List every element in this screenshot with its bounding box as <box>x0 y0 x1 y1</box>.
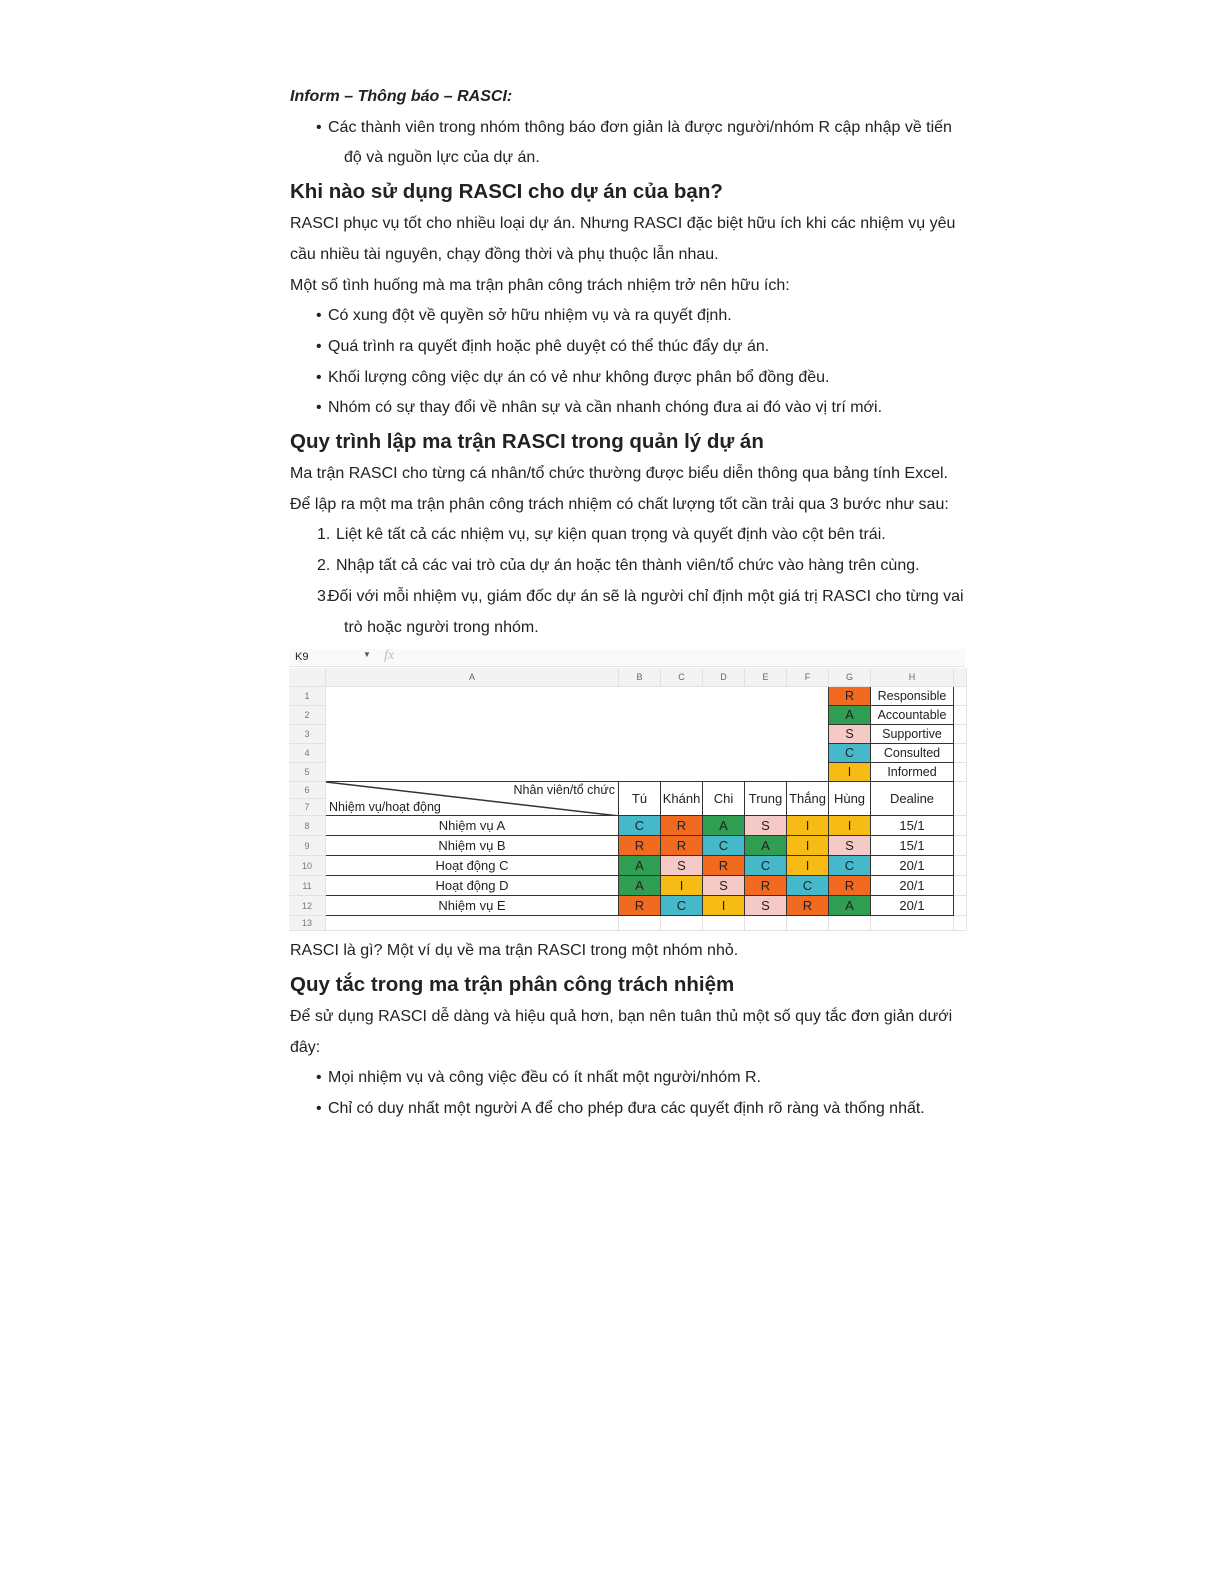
role-cell: S <box>745 816 787 836</box>
column-header: A <box>326 668 619 687</box>
list-item: • Mọi nhiệm vụ và công việc đều có ít nhất một người/nhóm R. <box>290 1063 970 1094</box>
role-cell: C <box>703 836 745 856</box>
image-caption: RASCI là gì? Một ví dụ về ma trận RASCI trong một nhóm nhỏ. <box>290 942 739 960</box>
column-header: D <box>703 668 745 687</box>
role-cell: I <box>703 896 745 916</box>
list-item: • Quá trình ra quyết định hoặc phê duyệt có thể thúc đẩy dự án. <box>290 332 970 363</box>
role-cell: A <box>619 876 661 896</box>
role-cell: R <box>619 836 661 856</box>
person-header: Chi <box>703 782 745 816</box>
bullet-icon: • <box>316 368 322 386</box>
column-header <box>954 668 967 687</box>
section-heading: Quy trình lập ma trận RASCI trong quản lý dự án <box>290 430 764 454</box>
row-number: 12 <box>289 896 326 916</box>
row-number: 9 <box>289 836 326 856</box>
role-cell: R <box>703 856 745 876</box>
sheet-cell <box>954 744 967 763</box>
deadline-cell: 15/1 <box>871 816 954 836</box>
sheet-cell <box>745 916 787 931</box>
role-cell: R <box>661 836 703 856</box>
sheet-grid <box>289 668 967 931</box>
task-name: Nhiệm vụ B <box>326 836 619 856</box>
column-header: F <box>787 668 829 687</box>
role-cell: R <box>619 896 661 916</box>
role-cell: C <box>829 856 871 876</box>
role-cell: S <box>703 876 745 896</box>
sheet-cell <box>619 916 661 931</box>
person-header: Thắng <box>787 782 829 816</box>
list-item: 3. Đối với mỗi nhiệm vụ, giám đốc dự án sẽ là người chỉ định một giá trị RASCI cho từng vai trò hoặc người trong nhóm. <box>317 587 964 636</box>
sheet-cell <box>954 876 967 896</box>
legend-code: C <box>829 744 871 763</box>
task-name: Hoạt động D <box>326 876 619 896</box>
sheet-cell <box>703 916 745 931</box>
legend-code: A <box>829 706 871 725</box>
list-item: • Chỉ có duy nhất một người A để cho phép đưa các quyết định rõ ràng và thống nhất. <box>290 1094 970 1125</box>
row-number: 6 <box>289 782 326 799</box>
header-top-label: Nhân viên/tổ chức <box>513 783 615 798</box>
role-cell: S <box>661 856 703 876</box>
rasci-spreadsheet-image <box>289 649 965 932</box>
deadline-cell: 15/1 <box>871 836 954 856</box>
select-all-corner <box>289 668 326 687</box>
column-header: E <box>745 668 787 687</box>
sheet-cell <box>954 916 967 931</box>
deadline-cell: 20/1 <box>871 856 954 876</box>
list-item: • Các thành viên trong nhóm thông báo đơn giản là được người/nhóm R cập nhập về tiến độ và nguồn lực của dự án. <box>290 113 970 174</box>
legend-label: Accountable <box>871 706 954 725</box>
task-name: Nhiệm vụ E <box>326 896 619 916</box>
row-number: 7 <box>289 799 326 816</box>
cell-reference: K9 <box>295 651 309 664</box>
sheet-cell <box>871 916 954 931</box>
deadline-cell: 20/1 <box>871 896 954 916</box>
role-cell: S <box>829 836 871 856</box>
legend-code: R <box>829 687 871 706</box>
role-cell: S <box>745 896 787 916</box>
sheet-cell <box>954 687 967 706</box>
paragraph: Để sử dụng RASCI dễ dàng và hiệu quả hơn, bạn nên tuân thủ một số quy tắc đơn giản dưới đây: <box>290 1007 953 1056</box>
sheet-cell <box>954 836 967 856</box>
situations-list <box>290 301 970 424</box>
sheet-cell <box>954 856 967 876</box>
rules-list <box>290 1063 970 1124</box>
legend-label: Consulted <box>871 744 954 763</box>
blank-area <box>326 687 829 782</box>
role-cell: C <box>619 816 661 836</box>
dropdown-icon: ▼ <box>363 650 371 660</box>
role-cell: I <box>661 876 703 896</box>
task-name: Hoạt động C <box>326 856 619 876</box>
bullet-icon: • <box>316 307 322 325</box>
sheet-cell <box>954 763 967 782</box>
row-number: 4 <box>289 744 326 763</box>
sheet-cell <box>661 916 703 931</box>
task-name: Nhiệm vụ A <box>326 816 619 836</box>
role-cell: R <box>829 876 871 896</box>
role-cell: I <box>829 816 871 836</box>
sheet-cell <box>954 896 967 916</box>
sheet-cell <box>954 816 967 836</box>
bullet-icon: • <box>316 118 322 136</box>
legend-code: S <box>829 725 871 744</box>
sheet-cell <box>829 916 871 931</box>
paragraph: RASCI phục vụ tốt cho nhiều loại dự án. Nhưng RASCI đặc biệt hữu ích khi các nhiệm vụ yêu cầu nhiều tài nguyên, chạy đồng thời và phụ thuộc lẫn nhau. <box>290 215 956 263</box>
bullet-icon: • <box>316 1100 322 1118</box>
formula-bar <box>289 649 965 667</box>
person-header: Trung <box>745 782 787 816</box>
person-header: Tú <box>619 782 661 816</box>
sheet-cell <box>787 916 829 931</box>
fx-icon: fx <box>384 648 395 664</box>
row-number: 5 <box>289 763 326 782</box>
diagonal-header-cell <box>326 782 619 816</box>
person-header: Hùng <box>829 782 871 816</box>
list-item: 1. Liệt kê tất cả các nhiệm vụ, sự kiện quan trọng và quyết định vào cột bên trái. <box>317 526 886 544</box>
row-number: 2 <box>289 706 326 725</box>
list-item: 2. Nhập tất cả các vai trò của dự án hoặc tên thành viên/tổ chức vào hàng trên cùng. <box>317 557 920 575</box>
role-cell: R <box>661 816 703 836</box>
role-cell: A <box>745 836 787 856</box>
bullet-icon: • <box>316 399 322 417</box>
role-cell: I <box>787 856 829 876</box>
paragraph: Một số tình huống mà ma trận phân công trách nhiệm trở nên hữu ích: <box>290 276 790 294</box>
sheet-cell <box>954 706 967 725</box>
row-number: 3 <box>289 725 326 744</box>
column-header: C <box>661 668 703 687</box>
role-cell: I <box>787 836 829 856</box>
header-bottom-label: Nhiệm vụ/hoạt động <box>329 800 441 815</box>
role-cell: A <box>619 856 661 876</box>
sheet-cell <box>954 782 967 816</box>
role-cell: R <box>745 876 787 896</box>
list-item: • Nhóm có sự thay đổi về nhân sự và cần nhanh chóng đưa ai đó vào vị trí mới. <box>290 393 970 424</box>
section-heading: Quy tắc trong ma trận phân công trách nhiệm <box>290 972 735 996</box>
role-cell: C <box>745 856 787 876</box>
column-header: G <box>829 668 871 687</box>
deadline-cell: 20/1 <box>871 876 954 896</box>
steps-list <box>290 520 970 643</box>
column-header: H <box>871 668 954 687</box>
row-number: 8 <box>289 816 326 836</box>
row-number: 10 <box>289 856 326 876</box>
paragraph: Ma trận RASCI cho từng cá nhân/tổ chức thường được biểu diễn thông qua bảng tính Excel. Để lập ra một ma trận phân công trách nhiệm có chất lượng tốt cần trải qua 3 bước như sau: <box>290 465 949 513</box>
inform-bullets <box>290 113 970 174</box>
sheet-cell <box>326 916 619 931</box>
role-cell: I <box>787 816 829 836</box>
role-cell: C <box>661 896 703 916</box>
person-header: Khánh <box>661 782 703 816</box>
inform-heading: Inform – Thông báo – RASCI: <box>290 88 513 105</box>
row-number: 13 <box>289 916 326 931</box>
document-page <box>290 82 970 1125</box>
list-item: • Khối lượng công việc dự án có vẻ như không được phân bổ đồng đều. <box>290 363 970 394</box>
role-cell: A <box>703 816 745 836</box>
role-cell: C <box>787 876 829 896</box>
list-item: • Có xung đột về quyền sở hữu nhiệm vụ và ra quyết định. <box>290 301 970 332</box>
legend-code: I <box>829 763 871 782</box>
legend-label: Supportive <box>871 725 954 744</box>
bullet-icon: • <box>316 337 322 355</box>
column-header: B <box>619 668 661 687</box>
sheet-cell <box>954 725 967 744</box>
deadline-header: Dealine <box>871 782 954 816</box>
row-number: 11 <box>289 876 326 896</box>
bullet-icon: • <box>316 1069 322 1087</box>
legend-label: Responsible <box>871 687 954 706</box>
role-cell: R <box>787 896 829 916</box>
row-number: 1 <box>289 687 326 706</box>
section-heading: Khi nào sử dụng RASCI cho dự án của bạn? <box>290 180 723 204</box>
legend-label: Informed <box>871 763 954 782</box>
role-cell: A <box>829 896 871 916</box>
